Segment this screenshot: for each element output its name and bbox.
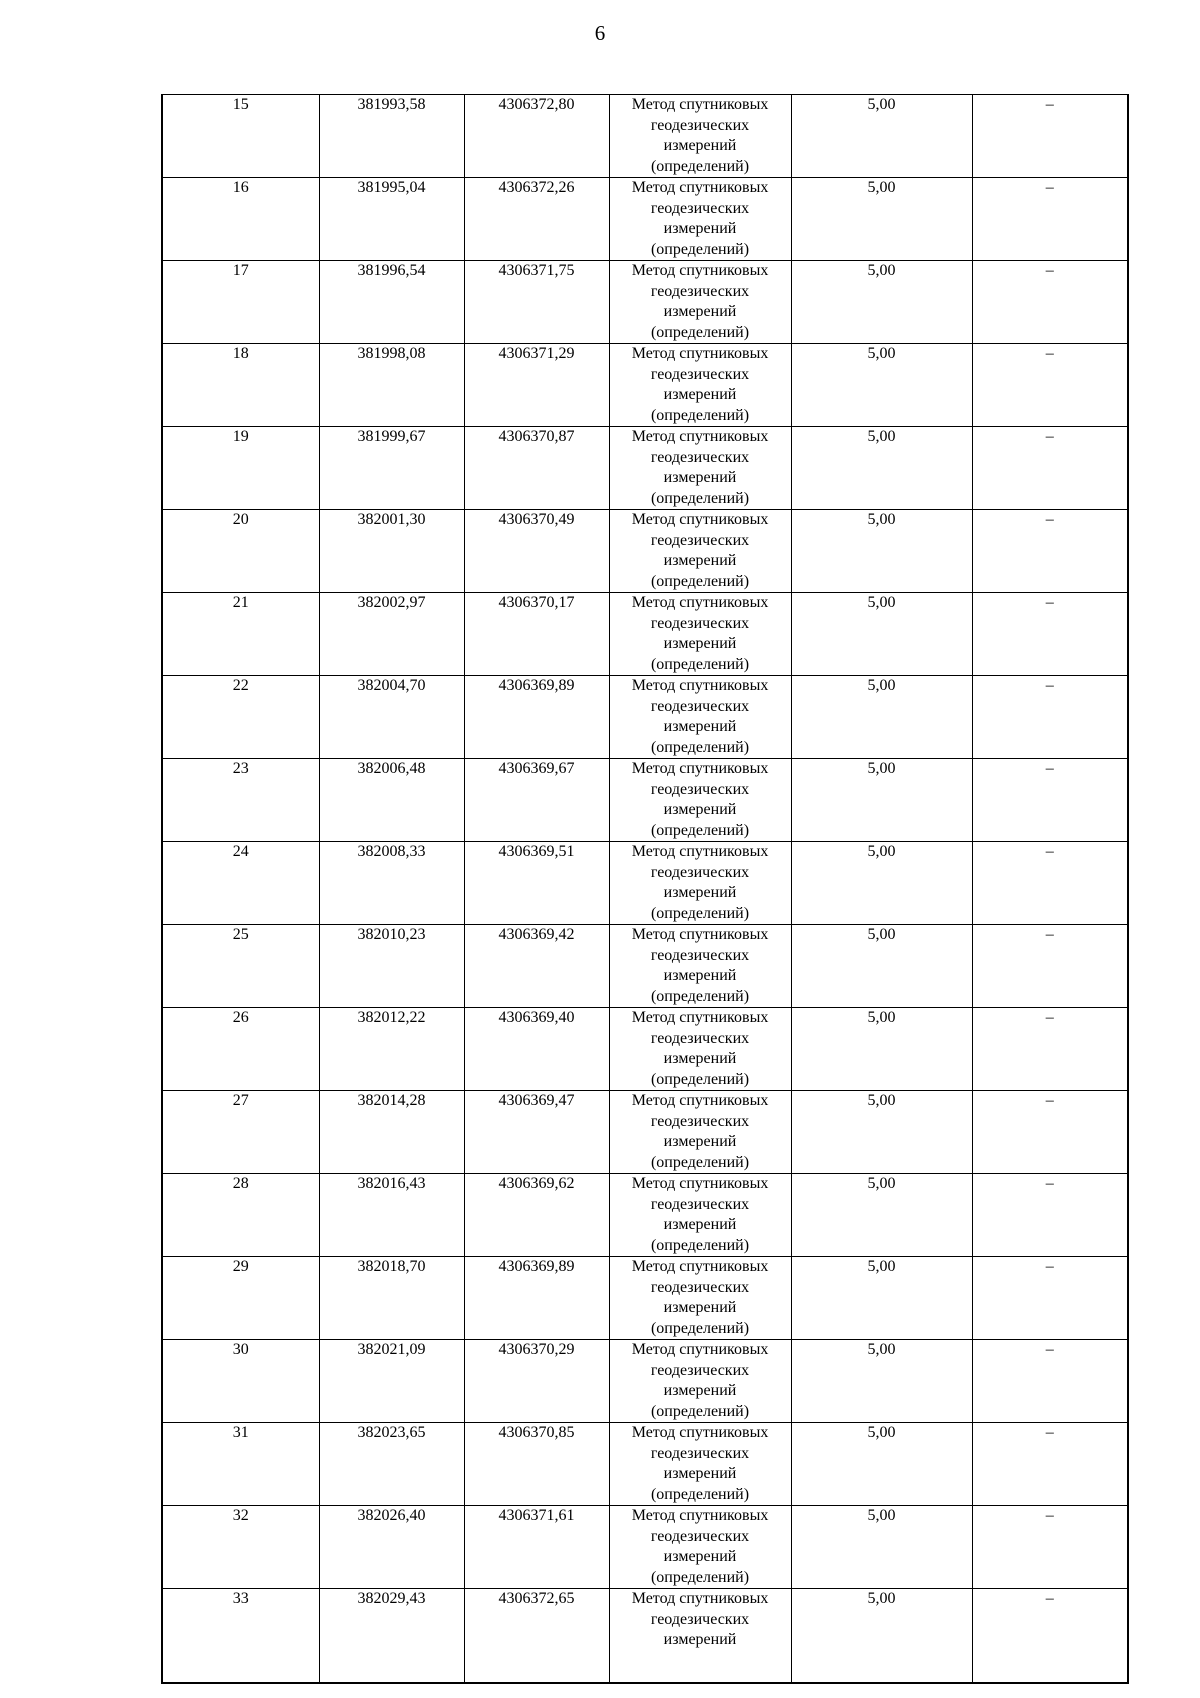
point-number-cell: 19 xyxy=(162,427,319,510)
note-cell: – xyxy=(972,759,1128,842)
method-line: (определений) xyxy=(650,655,750,673)
method-line: (определений) xyxy=(650,406,750,424)
table-row xyxy=(162,1423,1128,1506)
method-line: геодезических xyxy=(650,365,750,383)
method-line: геодезических xyxy=(650,199,750,217)
method-line: измерений xyxy=(663,801,737,818)
coordinates-table xyxy=(161,94,1129,1684)
accuracy-cell: 5,00 xyxy=(791,344,972,427)
note-cell: – xyxy=(972,1506,1128,1589)
method-line: (определений) xyxy=(650,489,750,507)
method-line: (определений) xyxy=(650,572,750,590)
coordinates-table-body xyxy=(162,95,1128,1683)
accuracy-cell: 5,00 xyxy=(791,1589,972,1683)
y-coordinate-cell: 4306369,89 xyxy=(464,1257,609,1340)
point-number-cell: 27 xyxy=(162,1091,319,1174)
note-cell: – xyxy=(972,1340,1128,1423)
method-line: измерений xyxy=(663,386,737,403)
method-line: измерений xyxy=(663,967,737,984)
table-row xyxy=(162,95,1128,178)
table-row xyxy=(162,842,1128,925)
accuracy-cell: 5,00 xyxy=(791,1008,972,1091)
point-number-cell: 29 xyxy=(162,1257,319,1340)
method-line: (определений) xyxy=(650,821,750,839)
point-number-cell: 26 xyxy=(162,1008,319,1091)
method-line: геодезических xyxy=(650,1278,750,1296)
point-number-cell: 30 xyxy=(162,1340,319,1423)
method-line: измерений xyxy=(663,1050,737,1067)
method-cell xyxy=(609,1257,791,1340)
note-cell: – xyxy=(972,1091,1128,1174)
method-line: измерений xyxy=(663,137,737,154)
method-line: измерений xyxy=(663,1133,737,1150)
note-cell: – xyxy=(972,1589,1128,1683)
table-row xyxy=(162,427,1128,510)
table-row xyxy=(162,1091,1128,1174)
table-row xyxy=(162,1008,1128,1091)
x-coordinate-cell: 382001,30 xyxy=(319,510,464,593)
point-number-cell: 21 xyxy=(162,593,319,676)
table-row xyxy=(162,1589,1128,1683)
point-number-cell: 17 xyxy=(162,261,319,344)
note-cell: – xyxy=(972,344,1128,427)
method-cell xyxy=(609,676,791,759)
accuracy-cell: 5,00 xyxy=(791,842,972,925)
method-line: (определений) xyxy=(650,1236,750,1254)
method-line: измерений xyxy=(663,884,737,901)
accuracy-cell: 5,00 xyxy=(791,95,972,178)
accuracy-cell: 5,00 xyxy=(791,178,972,261)
note-cell: – xyxy=(972,925,1128,1008)
method-line: измерений xyxy=(663,1548,737,1565)
accuracy-cell: 5,00 xyxy=(791,925,972,1008)
method-line: Метод спутниковых xyxy=(631,1590,769,1607)
method-line: геодезических xyxy=(650,780,750,798)
method-line: (определений) xyxy=(650,240,750,258)
method-line: Метод спутниковых xyxy=(631,1092,769,1109)
method-cell xyxy=(609,261,791,344)
x-coordinate-cell: 382014,28 xyxy=(319,1091,464,1174)
method-cell xyxy=(609,1340,791,1423)
accuracy-cell: 5,00 xyxy=(791,676,972,759)
y-coordinate-cell: 4306372,26 xyxy=(464,178,609,261)
note-cell: – xyxy=(972,427,1128,510)
method-line: геодезических xyxy=(650,531,750,549)
method-line: Метод спутниковых xyxy=(631,926,769,943)
table-row xyxy=(162,676,1128,759)
method-line: геодезических xyxy=(650,1195,750,1213)
y-coordinate-cell: 4306370,17 xyxy=(464,593,609,676)
note-cell: – xyxy=(972,676,1128,759)
method-line: измерений xyxy=(663,469,737,486)
table-row xyxy=(162,261,1128,344)
point-number-cell: 23 xyxy=(162,759,319,842)
method-line: Метод спутниковых xyxy=(631,1175,769,1192)
accuracy-cell: 5,00 xyxy=(791,1257,972,1340)
x-coordinate-cell: 382012,22 xyxy=(319,1008,464,1091)
method-cell xyxy=(609,178,791,261)
table-row xyxy=(162,1174,1128,1257)
method-line: Метод спутниковых xyxy=(631,1009,769,1026)
method-line: (определений) xyxy=(650,1319,750,1337)
note-cell: – xyxy=(972,1423,1128,1506)
method-line: Метод спутниковых xyxy=(631,345,769,362)
method-line: геодезических xyxy=(650,946,750,964)
method-cell xyxy=(609,344,791,427)
method-line: измерений xyxy=(663,303,737,320)
method-line: геодезических xyxy=(650,863,750,881)
x-coordinate-cell: 382002,97 xyxy=(319,593,464,676)
method-line: (определений) xyxy=(650,738,750,756)
y-coordinate-cell: 4306371,75 xyxy=(464,261,609,344)
y-coordinate-cell: 4306369,40 xyxy=(464,1008,609,1091)
method-line: измерений xyxy=(663,1465,737,1482)
y-coordinate-cell: 4306372,65 xyxy=(464,1589,609,1683)
table-row xyxy=(162,344,1128,427)
x-coordinate-cell: 382010,23 xyxy=(319,925,464,1008)
method-cell xyxy=(609,593,791,676)
method-cell xyxy=(609,1091,791,1174)
table-row xyxy=(162,1340,1128,1423)
method-cell xyxy=(609,510,791,593)
method-line: (определений) xyxy=(650,1153,750,1171)
accuracy-cell: 5,00 xyxy=(791,1506,972,1589)
point-number-cell: 22 xyxy=(162,676,319,759)
x-coordinate-cell: 382004,70 xyxy=(319,676,464,759)
page-number: 6 xyxy=(594,21,606,45)
method-line: Метод спутниковых xyxy=(631,843,769,860)
y-coordinate-cell: 4306370,49 xyxy=(464,510,609,593)
point-number-cell: 20 xyxy=(162,510,319,593)
x-coordinate-cell: 381998,08 xyxy=(319,344,464,427)
method-line: измерений xyxy=(663,1382,737,1399)
x-coordinate-cell: 382018,70 xyxy=(319,1257,464,1340)
method-line: (определений) xyxy=(650,904,750,922)
method-line: геодезических xyxy=(650,1610,750,1628)
y-coordinate-cell: 4306369,89 xyxy=(464,676,609,759)
table-row xyxy=(162,925,1128,1008)
method-line: (определений) xyxy=(650,1070,750,1088)
table-row xyxy=(162,1506,1128,1589)
method-line: измерений xyxy=(663,1299,737,1316)
method-line: (определений) xyxy=(650,1402,750,1420)
y-coordinate-cell: 4306369,42 xyxy=(464,925,609,1008)
method-line: геодезических xyxy=(650,1112,750,1130)
method-cell xyxy=(609,925,791,1008)
x-coordinate-cell: 381993,58 xyxy=(319,95,464,178)
note-cell: – xyxy=(972,178,1128,261)
method-line: геодезических xyxy=(650,116,750,134)
note-cell: – xyxy=(972,842,1128,925)
method-line: Метод спутниковых xyxy=(631,760,769,777)
table-row xyxy=(162,1257,1128,1340)
y-coordinate-cell: 4306370,29 xyxy=(464,1340,609,1423)
y-coordinate-cell: 4306371,61 xyxy=(464,1506,609,1589)
method-line: геодезических xyxy=(650,282,750,300)
method-line: (определений) xyxy=(650,1485,750,1503)
note-cell: – xyxy=(972,510,1128,593)
method-line: измерений xyxy=(663,1631,737,1648)
y-coordinate-cell: 4306369,51 xyxy=(464,842,609,925)
y-coordinate-cell: 4306370,85 xyxy=(464,1423,609,1506)
point-number-cell: 25 xyxy=(162,925,319,1008)
accuracy-cell: 5,00 xyxy=(791,593,972,676)
method-line: Метод спутниковых xyxy=(631,594,769,611)
method-line: геодезических xyxy=(650,1527,750,1545)
method-line: Метод спутниковых xyxy=(631,677,769,694)
point-number-cell: 15 xyxy=(162,95,319,178)
x-coordinate-cell: 382008,33 xyxy=(319,842,464,925)
point-number-cell: 18 xyxy=(162,344,319,427)
point-number-cell: 16 xyxy=(162,178,319,261)
x-coordinate-cell: 382026,40 xyxy=(319,1506,464,1589)
method-line: Метод спутниковых xyxy=(631,428,769,445)
accuracy-cell: 5,00 xyxy=(791,759,972,842)
x-coordinate-cell: 381996,54 xyxy=(319,261,464,344)
x-coordinate-cell: 382029,43 xyxy=(319,1589,464,1683)
method-cell xyxy=(609,427,791,510)
method-line: Метод спутниковых xyxy=(631,179,769,196)
note-cell: – xyxy=(972,1257,1128,1340)
x-coordinate-cell: 382006,48 xyxy=(319,759,464,842)
method-line: геодезических xyxy=(650,697,750,715)
point-number-cell: 31 xyxy=(162,1423,319,1506)
y-coordinate-cell: 4306370,87 xyxy=(464,427,609,510)
method-line: геодезических xyxy=(650,1029,750,1047)
x-coordinate-cell: 381999,67 xyxy=(319,427,464,510)
method-line: Метод спутниковых xyxy=(631,511,769,528)
accuracy-cell: 5,00 xyxy=(791,427,972,510)
accuracy-cell: 5,00 xyxy=(791,510,972,593)
x-coordinate-cell: 382023,65 xyxy=(319,1423,464,1506)
y-coordinate-cell: 4306372,80 xyxy=(464,95,609,178)
y-coordinate-cell: 4306369,62 xyxy=(464,1174,609,1257)
note-cell: – xyxy=(972,1174,1128,1257)
table-row xyxy=(162,178,1128,261)
method-line: (определений) xyxy=(650,987,750,1005)
note-cell: – xyxy=(972,1008,1128,1091)
x-coordinate-cell: 381995,04 xyxy=(319,178,464,261)
method-line: геодезических xyxy=(650,1361,750,1379)
method-line: Метод спутниковых xyxy=(631,1341,769,1358)
table-row xyxy=(162,759,1128,842)
x-coordinate-cell: 382021,09 xyxy=(319,1340,464,1423)
method-line: измерений xyxy=(663,718,737,735)
method-line: (определений) xyxy=(650,1568,750,1586)
note-cell: – xyxy=(972,95,1128,178)
method-line: измерений xyxy=(663,220,737,237)
method-line: (определений) xyxy=(650,157,750,175)
method-cell xyxy=(609,95,791,178)
method-cell xyxy=(609,1174,791,1257)
method-line: измерений xyxy=(663,552,737,569)
method-line: геодезических xyxy=(650,448,750,466)
method-cell xyxy=(609,1008,791,1091)
method-line: (определений) xyxy=(650,323,750,341)
y-coordinate-cell: 4306371,29 xyxy=(464,344,609,427)
accuracy-cell: 5,00 xyxy=(791,1091,972,1174)
method-line: Метод спутниковых xyxy=(631,262,769,279)
x-coordinate-cell: 382016,43 xyxy=(319,1174,464,1257)
method-cell xyxy=(609,1506,791,1589)
y-coordinate-cell: 4306369,67 xyxy=(464,759,609,842)
accuracy-cell: 5,00 xyxy=(791,1174,972,1257)
method-line: геодезических xyxy=(650,614,750,632)
method-line: Метод спутниковых xyxy=(631,1424,769,1441)
method-cell xyxy=(609,1589,791,1683)
point-number-cell: 33 xyxy=(162,1589,319,1683)
method-line: геодезических xyxy=(650,1444,750,1462)
point-number-cell: 32 xyxy=(162,1506,319,1589)
accuracy-cell: 5,00 xyxy=(791,1340,972,1423)
method-line: Метод спутниковых xyxy=(631,1507,769,1524)
method-cell xyxy=(609,842,791,925)
point-number-cell: 24 xyxy=(162,842,319,925)
table-row xyxy=(162,510,1128,593)
method-cell xyxy=(609,759,791,842)
method-line: Метод спутниковых xyxy=(631,96,769,113)
point-number-cell: 28 xyxy=(162,1174,319,1257)
note-cell: – xyxy=(972,593,1128,676)
method-line: измерений xyxy=(663,1216,737,1233)
accuracy-cell: 5,00 xyxy=(791,261,972,344)
note-cell: – xyxy=(972,261,1128,344)
method-line: Метод спутниковых xyxy=(631,1258,769,1275)
method-cell xyxy=(609,1423,791,1506)
y-coordinate-cell: 4306369,47 xyxy=(464,1091,609,1174)
method-line: измерений xyxy=(663,635,737,652)
accuracy-cell: 5,00 xyxy=(791,1423,972,1506)
table-row xyxy=(162,593,1128,676)
